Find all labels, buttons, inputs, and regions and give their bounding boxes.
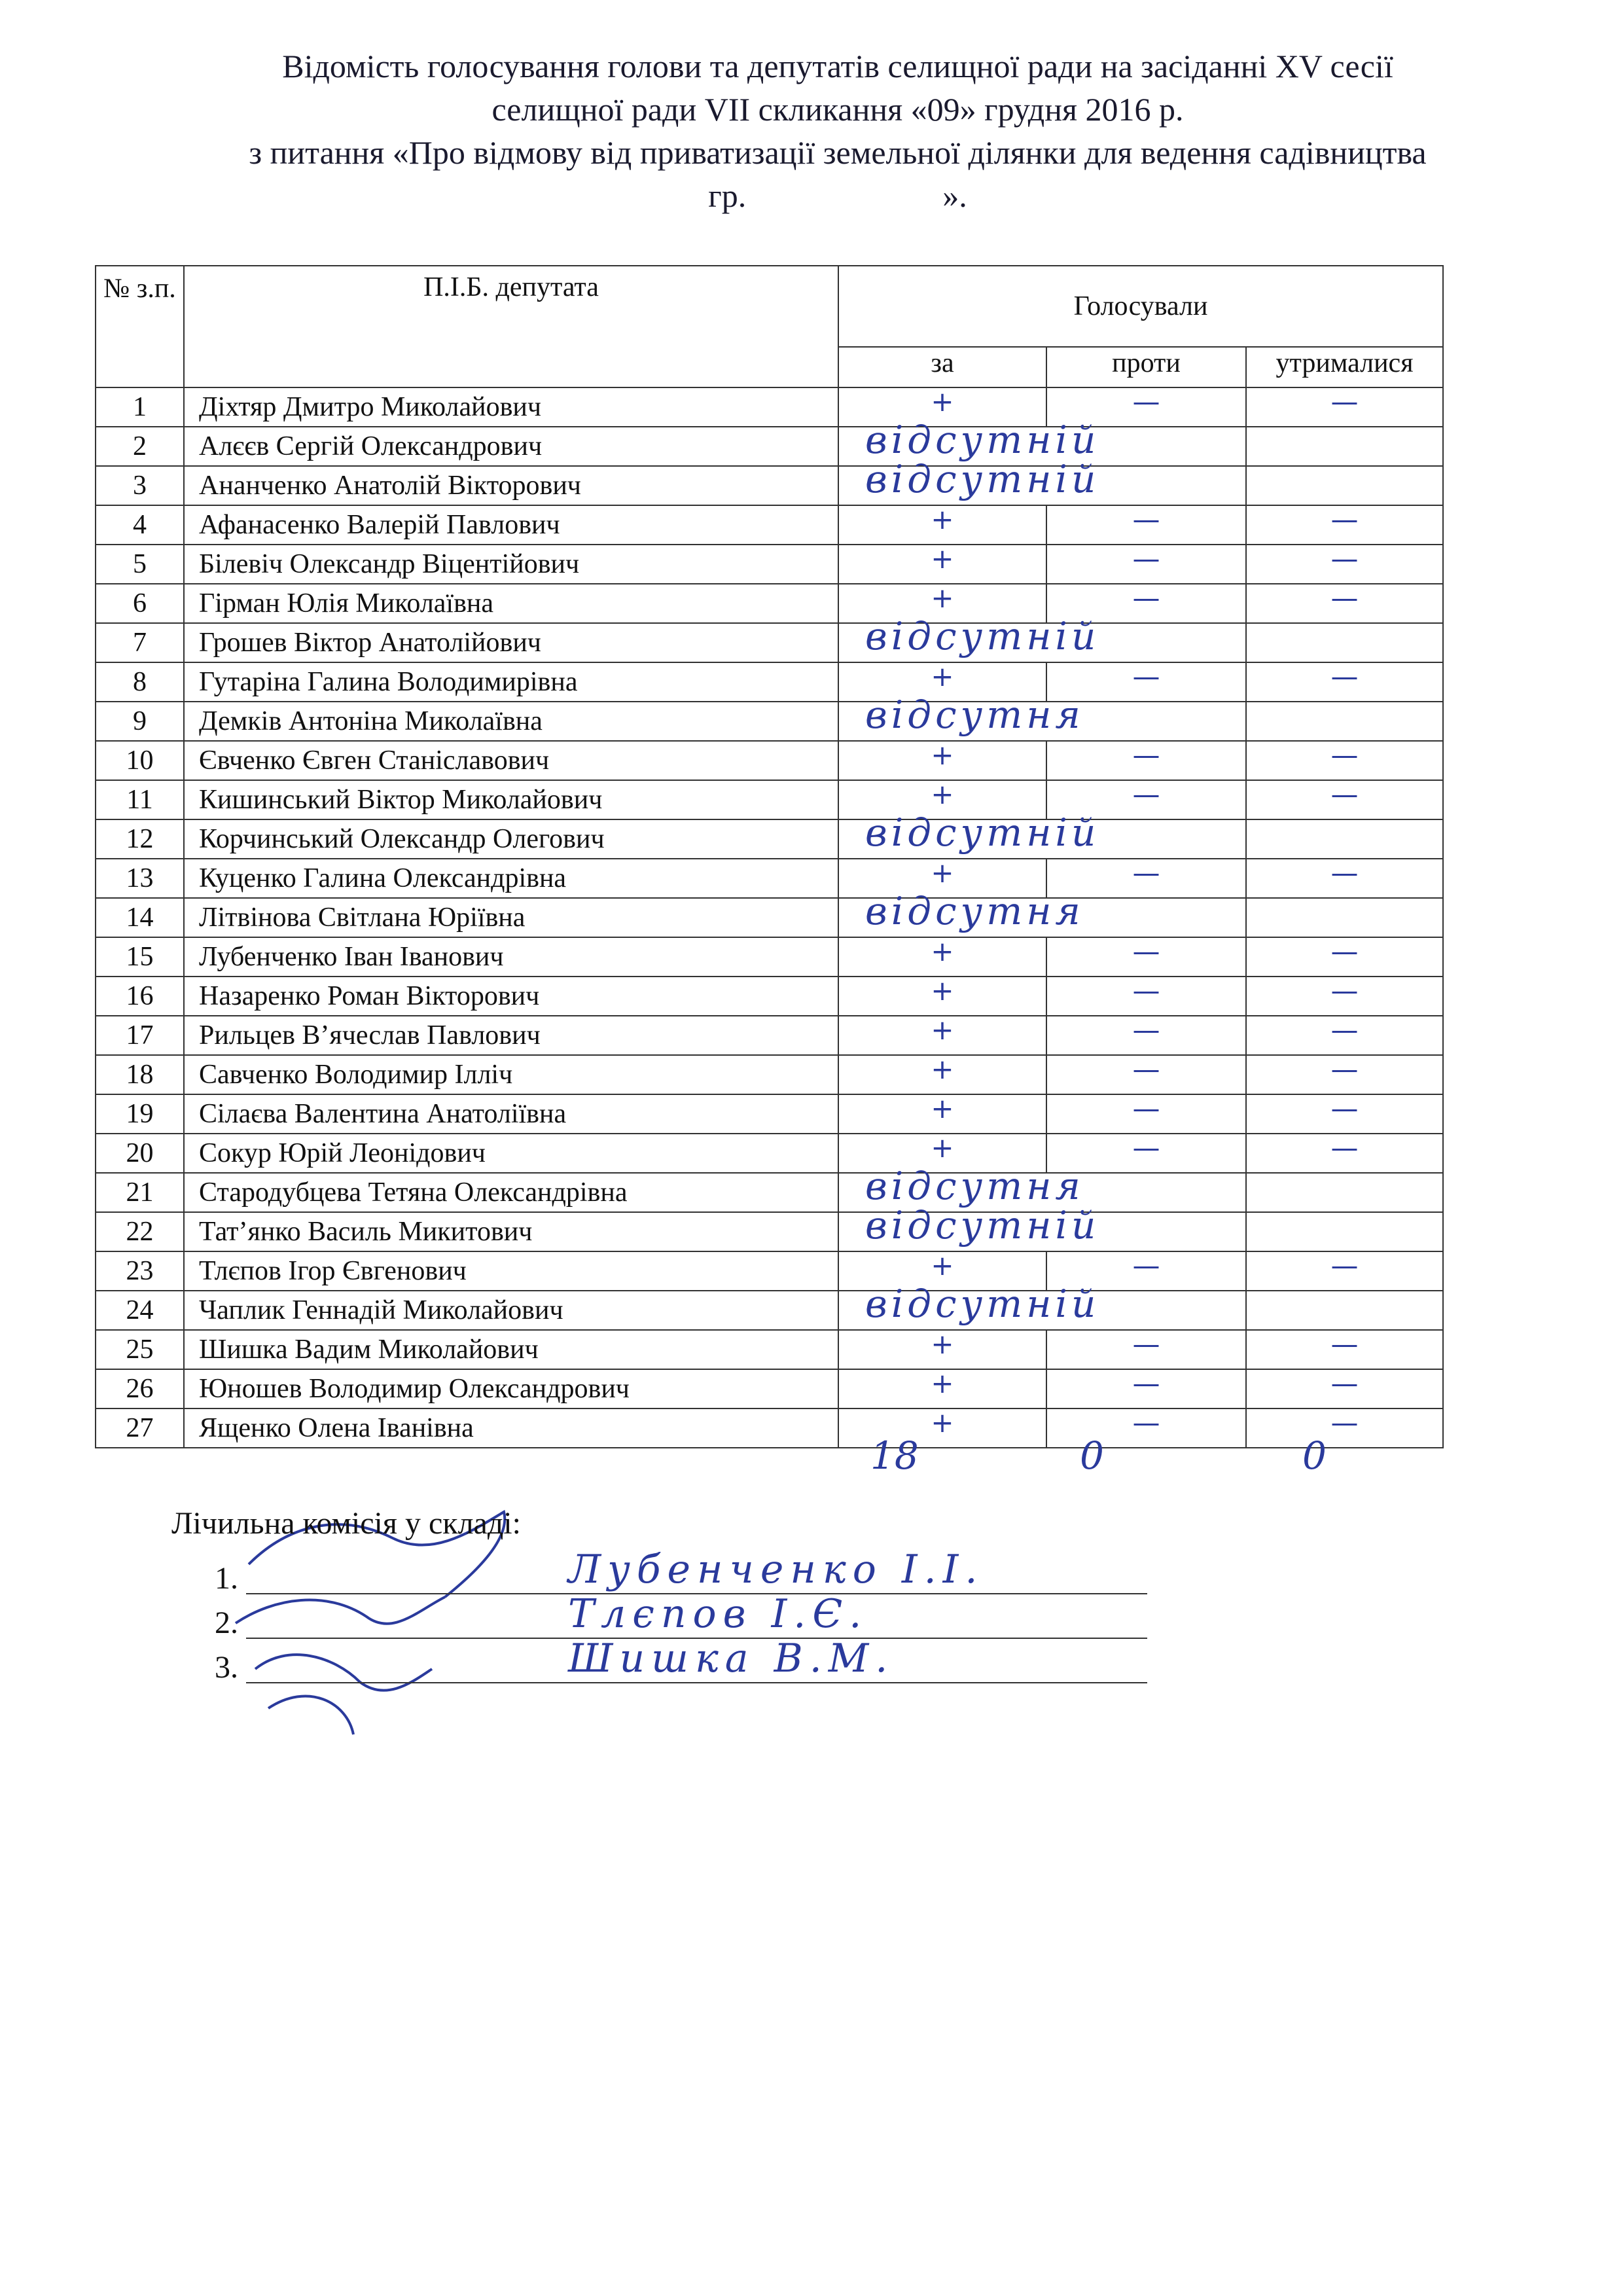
table-row (96, 1134, 1443, 1173)
table-row (96, 977, 1443, 1016)
deputy-name: Сілаєва Валентина Анатоліївна (184, 1094, 838, 1134)
vote-against (1046, 545, 1246, 584)
deputy-name: Ященко Олена Іванівна (184, 1408, 838, 1448)
vote-against-mark: — (1132, 1249, 1160, 1282)
table-row (96, 1291, 1443, 1330)
vote-abstain (1246, 1408, 1443, 1448)
vote-for-mark: + (931, 503, 954, 535)
vote-for-mark: + (931, 1053, 954, 1085)
row-number: 16 (96, 977, 184, 1016)
commission-members (215, 1547, 1147, 1690)
column-header-abstain: утрималися (1246, 347, 1443, 387)
vote-abstain (1246, 977, 1443, 1016)
document-header (105, 45, 1571, 217)
deputy-name: Афанасенко Валерій Павлович (184, 505, 838, 545)
vote-abstain-mark: — (1330, 582, 1359, 614)
row-number: 20 (96, 1134, 184, 1173)
commission-member (215, 1636, 1147, 1690)
vote-abstain-mark: — (1330, 857, 1359, 889)
table-row (96, 898, 1443, 937)
voting-table (95, 265, 1444, 1448)
vote-against (1046, 1055, 1246, 1094)
row-number: 7 (96, 623, 184, 662)
vote-against (1046, 1369, 1246, 1408)
vote-for-mark: + (931, 1249, 954, 1282)
empty-cell (1246, 1212, 1443, 1251)
absent-handwriting: відсутня (865, 692, 1084, 737)
deputy-name: Алєєв Сергій Олександрович (184, 427, 838, 466)
deputy-name: Ананченко Анатолій Вікторович (184, 466, 838, 505)
absent-handwriting: відсутня (865, 1164, 1084, 1208)
vote-for-mark: + (931, 1132, 954, 1164)
vote-against (1046, 1330, 1246, 1369)
vote-abstain-mark: — (1330, 1328, 1359, 1360)
deputy-name: Сокур Юрій Леонідович (184, 1134, 838, 1173)
empty-cell (1246, 427, 1443, 466)
row-number: 18 (96, 1055, 184, 1094)
vote-abstain-mark: — (1330, 1132, 1359, 1164)
vote-for-mark: + (931, 975, 954, 1007)
table-row (96, 545, 1443, 584)
vote-for (838, 1094, 1046, 1134)
vote-against-mark: — (1132, 1328, 1160, 1360)
vote-abstain (1246, 859, 1443, 898)
empty-cell (1246, 623, 1443, 662)
column-header-name: П.І.Б. депутата (184, 266, 838, 387)
row-number: 4 (96, 505, 184, 545)
column-header-voted: Голосували (838, 266, 1443, 347)
vote-abstain-mark: — (1330, 386, 1359, 418)
table-row (96, 1212, 1443, 1251)
vote-against (1046, 505, 1246, 545)
absent-note (838, 457, 1246, 505)
vote-against-mark: — (1132, 503, 1160, 535)
vote-abstain-mark: — (1330, 1053, 1359, 1085)
empty-cell (1246, 1173, 1443, 1212)
vote-abstain (1246, 1094, 1443, 1134)
table-row (96, 1369, 1443, 1408)
table-row (96, 741, 1443, 780)
deputy-name: Рильцев В’ячеслав Павлович (184, 1016, 838, 1055)
vote-abstain-mark: — (1330, 1092, 1359, 1124)
deputy-name: Демків Антоніна Миколаївна (184, 702, 838, 741)
deputy-name: Шишка Вадим Миколайович (184, 1330, 838, 1369)
vote-abstain (1246, 1055, 1443, 1094)
row-number: 25 (96, 1330, 184, 1369)
vote-for-mark: + (931, 1328, 954, 1360)
row-number: 12 (96, 819, 184, 859)
total-against: 0 (1080, 1433, 1104, 1478)
vote-for-mark: + (931, 1367, 954, 1399)
member-number: 1. (215, 1561, 238, 1596)
header-line-2: селищної ради VII скликання «09» грудня 2016 р. (491, 91, 1184, 128)
signature-line (246, 1682, 1147, 1683)
vote-abstain-mark: — (1330, 1367, 1359, 1399)
vote-for (838, 741, 1046, 780)
commission-label: Лічильна комісія у складі: (171, 1506, 521, 1541)
row-number: 10 (96, 741, 184, 780)
vote-for-mark: + (931, 739, 954, 771)
total-abstain: 0 (1302, 1433, 1327, 1478)
table-row (96, 1251, 1443, 1291)
deputy-name: Лубенченко Іван Іванович (184, 937, 838, 977)
vote-for (838, 545, 1046, 584)
vote-abstain (1246, 1251, 1443, 1291)
table-row (96, 1173, 1443, 1212)
row-number: 13 (96, 859, 184, 898)
deputy-name: Білевіч Олександр Віцентійович (184, 545, 838, 584)
vote-against-mark: — (1132, 1407, 1160, 1439)
vote-abstain (1246, 584, 1443, 623)
vote-against-mark: — (1132, 582, 1160, 614)
deputy-name: Чаплик Геннадій Миколайович (184, 1291, 838, 1330)
vote-abstain (1246, 1016, 1443, 1055)
row-number: 11 (96, 780, 184, 819)
deputy-name: Куценко Галина Олександрівна (184, 859, 838, 898)
vote-against (1046, 741, 1246, 780)
row-number: 3 (96, 466, 184, 505)
vote-for-mark: + (931, 1014, 954, 1046)
absent-handwriting: відсутня (865, 889, 1084, 933)
column-header-against: проти (1046, 347, 1246, 387)
vote-abstain (1246, 387, 1443, 427)
vote-against (1046, 1094, 1246, 1134)
absent-handwriting: відсутній (865, 418, 1100, 462)
vote-abstain (1246, 937, 1443, 977)
row-number: 22 (96, 1212, 184, 1251)
vote-for (838, 1055, 1046, 1094)
row-number: 19 (96, 1094, 184, 1134)
table-row (96, 702, 1443, 741)
table-row (96, 1055, 1443, 1094)
vote-for-mark: + (931, 857, 954, 889)
row-number: 17 (96, 1016, 184, 1055)
row-number: 27 (96, 1408, 184, 1448)
vote-against (1046, 937, 1246, 977)
table-row (96, 662, 1443, 702)
vote-for-mark: + (931, 1407, 954, 1439)
absent-note (838, 889, 1246, 937)
member-name-handwritten: Шишка В.М. (568, 1636, 895, 1681)
column-header-number: № з.п. (96, 266, 184, 387)
row-number: 1 (96, 387, 184, 427)
vote-against-mark: — (1132, 935, 1160, 967)
table-row (96, 819, 1443, 859)
vote-for-mark: + (931, 386, 954, 418)
vote-for-mark: + (931, 1092, 954, 1124)
table-row (96, 387, 1443, 427)
deputy-name: Літвінова Світлана Юріївна (184, 898, 838, 937)
vote-for (838, 1016, 1046, 1055)
row-number: 21 (96, 1173, 184, 1212)
vote-abstain-mark: — (1330, 739, 1359, 771)
vote-abstain-mark: — (1330, 975, 1359, 1007)
deputy-name: Назаренко Роман Вікторович (184, 977, 838, 1016)
vote-abstain-mark: — (1330, 503, 1359, 535)
vote-abstain (1246, 662, 1443, 702)
absent-handwriting: відсутній (865, 1203, 1100, 1247)
deputy-name: Тлєпов Ігор Євгенович (184, 1251, 838, 1291)
vote-against-mark: — (1132, 1367, 1160, 1399)
vote-for (838, 505, 1046, 545)
deputy-name: Кишинський Віктор Миколайович (184, 780, 838, 819)
vote-for-mark: + (931, 778, 954, 810)
vote-abstain (1246, 741, 1443, 780)
member-number: 3. (215, 1650, 238, 1685)
vote-for-mark: + (931, 935, 954, 967)
empty-cell (1246, 702, 1443, 741)
table-row (96, 466, 1443, 505)
row-number: 23 (96, 1251, 184, 1291)
deputy-name: Тат’янко Василь Микитович (184, 1212, 838, 1251)
table-row (96, 584, 1443, 623)
vote-against-mark: — (1132, 1132, 1160, 1164)
absent-handwriting: відсутній (865, 810, 1100, 855)
vote-against (1046, 977, 1246, 1016)
vote-abstain (1246, 780, 1443, 819)
deputy-name: Корчинський Олександр Олегович (184, 819, 838, 859)
absent-note (838, 1203, 1246, 1251)
empty-cell (1246, 898, 1443, 937)
row-number: 15 (96, 937, 184, 977)
vote-against-mark: — (1132, 543, 1160, 575)
deputy-name: Стародубцева Тетяна Олександрівна (184, 1173, 838, 1212)
table-row (96, 1016, 1443, 1055)
member-name-handwritten: Лубенченко І.І. (568, 1547, 984, 1592)
vote-against-mark: — (1132, 1053, 1160, 1085)
row-number: 26 (96, 1369, 184, 1408)
deputy-name: Грошев Віктор Анатолійович (184, 623, 838, 662)
vote-abstain-mark: — (1330, 778, 1359, 810)
row-number: 9 (96, 702, 184, 741)
absent-note (838, 614, 1246, 662)
vote-abstain-mark: — (1330, 1014, 1359, 1046)
member-name-handwritten: Тлєпов І.Є. (568, 1591, 868, 1637)
row-number: 6 (96, 584, 184, 623)
vote-abstain-mark: — (1330, 543, 1359, 575)
vote-abstain (1246, 1369, 1443, 1408)
vote-against-mark: — (1132, 778, 1160, 810)
row-number: 24 (96, 1291, 184, 1330)
vote-against-mark: — (1132, 1014, 1160, 1046)
vote-against-mark: — (1132, 386, 1160, 418)
absent-note (838, 1282, 1246, 1330)
vote-for (838, 977, 1046, 1016)
vote-abstain (1246, 505, 1443, 545)
row-number: 2 (96, 427, 184, 466)
vote-against-mark: — (1132, 975, 1160, 1007)
deputy-name: Юношев Володимир Олександрович (184, 1369, 838, 1408)
table-row (96, 1094, 1443, 1134)
deputy-name: Діхтяр Дмитро Миколайович (184, 387, 838, 427)
vote-abstain-mark: — (1330, 660, 1359, 692)
table-row (96, 937, 1443, 977)
header-line-1: Відомість голосування голови та депутатів селищної ради на засіданні XV сесії (282, 48, 1393, 84)
empty-cell (1246, 466, 1443, 505)
total-for: 18 (870, 1433, 919, 1478)
vote-against-mark: — (1132, 660, 1160, 692)
table-row (96, 1408, 1443, 1448)
vote-abstain-mark: — (1330, 935, 1359, 967)
absent-handwriting: відсутній (865, 457, 1100, 501)
header-line-3: з питання «Про відмову від приватизації земельної ділянки для ведення садівництва (249, 134, 1427, 171)
vote-for-mark: + (931, 543, 954, 575)
vote-for (838, 937, 1046, 977)
absent-handwriting: відсутній (865, 614, 1100, 658)
table-row (96, 623, 1443, 662)
vote-against (1046, 1016, 1246, 1055)
absent-note (838, 810, 1246, 859)
table-row (96, 780, 1443, 819)
absent-note (838, 692, 1246, 741)
table-row (96, 505, 1443, 545)
header-line-4: гр. ». (708, 177, 967, 214)
vote-against-mark: — (1132, 739, 1160, 771)
vote-for-mark: + (931, 660, 954, 692)
vote-for (838, 1408, 1046, 1448)
vote-against (1046, 1408, 1246, 1448)
vote-for (838, 1369, 1046, 1408)
vote-against-mark: — (1132, 1092, 1160, 1124)
table-row (96, 1330, 1443, 1369)
table-row (96, 859, 1443, 898)
vote-abstain-mark: — (1330, 1249, 1359, 1282)
vote-abstain (1246, 1134, 1443, 1173)
deputy-name: Гутаріна Галина Володимирівна (184, 662, 838, 702)
table-row (96, 427, 1443, 466)
absent-handwriting: відсутній (865, 1282, 1100, 1326)
empty-cell (1246, 819, 1443, 859)
row-number: 5 (96, 545, 184, 584)
vote-abstain (1246, 545, 1443, 584)
row-number: 8 (96, 662, 184, 702)
empty-cell (1246, 1291, 1443, 1330)
vote-for (838, 1330, 1046, 1369)
column-header-for: за (838, 347, 1046, 387)
deputy-name: Савченко Володимир Ілліч (184, 1055, 838, 1094)
deputy-name: Євченко Євген Станіславович (184, 741, 838, 780)
vote-abstain (1246, 1330, 1443, 1369)
deputy-name: Гірман Юлія Миколаївна (184, 584, 838, 623)
member-number: 2. (215, 1605, 238, 1640)
row-number: 14 (96, 898, 184, 937)
vote-for-mark: + (931, 582, 954, 614)
vote-abstain-mark: — (1330, 1407, 1359, 1439)
vote-against-mark: — (1132, 857, 1160, 889)
